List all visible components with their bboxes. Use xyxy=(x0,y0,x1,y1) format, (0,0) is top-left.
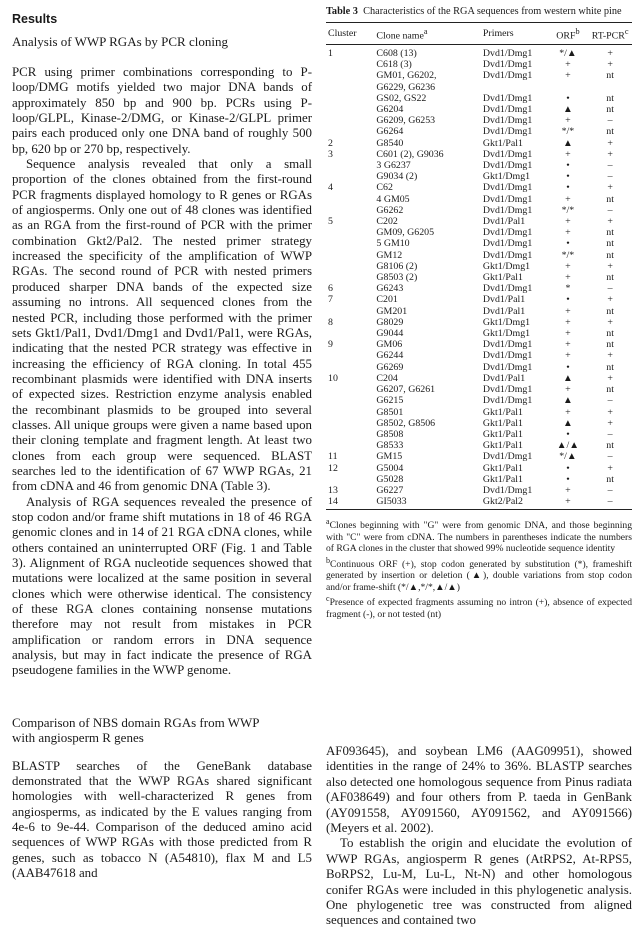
header-orf-text: ORF xyxy=(556,29,576,41)
cell-orf xyxy=(548,82,589,93)
table-row xyxy=(326,205,632,216)
cell-cluster: 5 xyxy=(328,216,333,228)
header-primers: Primers xyxy=(481,22,548,45)
cell-clone-name: G6227 xyxy=(376,484,404,496)
footnote-c-text: Presence of expected fragments assuming no intron (+), absence of expected fragment (-), or not tested (nt) xyxy=(326,597,632,620)
cell-clone-name: GM06 xyxy=(376,339,403,351)
cell-orf: + xyxy=(565,305,571,317)
cell-primers: Gkt1/Pal1 xyxy=(482,428,523,440)
cell-orf: + xyxy=(565,328,571,340)
cell-clone-name: GM01, G6202, xyxy=(376,70,437,82)
table-row xyxy=(326,115,632,126)
cell-cluster: 9 xyxy=(328,339,333,351)
cell-clone-name: GM09, G6205 xyxy=(376,227,435,239)
cell-primers: Dvd1/Dmg1 xyxy=(482,59,533,71)
cell-primers: Dvd1/Dmg1 xyxy=(482,339,533,351)
footnote-a-text: Clones beginning with "G" were from genomic DNA, and those beginning with "C" were from cDNA. The numbers in parentheses indicate the numbers of RGA clones in the cluster that showed 99% nucleotide sequence identity xyxy=(326,520,632,555)
table-row xyxy=(326,474,632,485)
cell-rt-pcr: – xyxy=(607,160,613,172)
cell-cluster xyxy=(326,429,374,440)
paragraph-pcr-bands: PCR using primer combinations corresponding to P-loop/DMG motifs yielded two major DNA bands of approximately 850 bp and 900 bp. PCRs using P-loop/GLPL, Kinase-2/DMG, or Kinase-2/GLPL primer pairs each produced only one DNA band of roughly 500 bp, 620 bp or 270 bp, respectively. xyxy=(12,65,312,156)
table-row xyxy=(326,261,632,272)
cell-orf: + xyxy=(565,272,571,284)
cell-cluster xyxy=(326,407,374,418)
cell-rt-pcr: – xyxy=(607,395,613,407)
cell-cluster xyxy=(326,261,374,272)
paragraph-rga-mutations: Analysis of RGA sequences revealed the presence of stop codon and/or frame shift mutations in 18 of 46 RGA genomic clones and in 14 of 21 RGA cDNA clones, while others contained an uninterrupted ORF (Fig. 1 and Table 3). Alignment of RGA nucleotide sequences showed that mutations were localized at the same position in several clones which were otherwise identical. The consistency of these RGA clones containing nonsense mutations therefore may not result from mistakes in PCR amplification or random errors in DNA sequence analysis, but may in fact indicate the presence of RGA pseudogene families in the WWP genome. xyxy=(12,494,312,678)
table-row xyxy=(326,194,632,205)
cell-rt-pcr: nt xyxy=(606,126,614,138)
cell-rt-pcr: + xyxy=(607,462,613,474)
cell-rt-pcr: + xyxy=(607,260,613,272)
table-row xyxy=(326,328,632,339)
cell-clone-name: G8502, G8506 xyxy=(376,417,436,429)
cell-primers: Gkt1/Pal1 xyxy=(482,440,523,452)
cell-cluster xyxy=(326,70,374,81)
cell-primers: Dvd1/Dmg1 xyxy=(482,350,533,362)
cell-cluster xyxy=(326,59,374,70)
cell-clone-name: G8508 xyxy=(376,428,404,440)
cell-primers: Dvd1/Dmg1 xyxy=(482,395,533,407)
cell-rt-pcr: – xyxy=(607,171,613,183)
cell-cluster xyxy=(326,474,374,485)
cell-primers: Dvd1/Dmg1 xyxy=(482,193,533,205)
table-row xyxy=(326,138,632,149)
cell-primers: Dvd1/Dmg1 xyxy=(482,451,533,463)
table-row xyxy=(326,463,632,474)
cell-rt-pcr: nt xyxy=(606,193,614,205)
header-rt-pcr-sup: c xyxy=(624,26,629,36)
table-row xyxy=(326,418,632,429)
cell-rt-pcr: nt xyxy=(606,70,614,82)
cell-orf: • xyxy=(566,92,570,104)
cell-clone-name: G8106 (2) xyxy=(376,260,418,272)
cell-rt-pcr: – xyxy=(607,204,613,216)
cell-clone-name: C618 (3) xyxy=(376,59,412,71)
table-row xyxy=(326,70,632,81)
cell-orf: + xyxy=(565,115,571,127)
cell-clone-name: G5028 xyxy=(376,473,404,485)
cell-primers: Gkt1/Pal1 xyxy=(482,406,523,418)
cell-clone-name: G6264 xyxy=(376,126,404,138)
cell-orf: */* xyxy=(561,204,575,216)
table-row xyxy=(326,395,632,406)
cell-primers: Gkt1/Dmg1 xyxy=(482,328,531,340)
cell-cluster: 14 xyxy=(326,496,374,510)
header-clone-name-text: Clone name xyxy=(376,29,424,41)
cell-primers: Dvd1/Dmg1 xyxy=(482,361,533,373)
header-orf xyxy=(548,22,589,45)
cell-clone-name: 5 GM10 xyxy=(376,238,410,250)
section-heading-nbs-comparison-line2: with angiosperm R genes xyxy=(12,729,144,745)
cell-orf: ▲ xyxy=(563,372,573,384)
cell-rt-pcr: + xyxy=(607,316,613,328)
cell-rt-pcr: – xyxy=(607,451,613,463)
cell-orf: + xyxy=(565,316,571,328)
cell-orf: • xyxy=(566,160,570,172)
cell-primers: Dvd1/Pal1 xyxy=(482,372,526,384)
results-heading: Results xyxy=(12,12,58,26)
cell-rt-pcr: + xyxy=(607,406,613,418)
cell-primers: Dvd1/Dmg1 xyxy=(482,227,533,239)
cell-cluster xyxy=(326,126,374,137)
cell-cluster: 1 xyxy=(328,48,333,59)
cell-orf: • xyxy=(566,294,570,306)
paragraph-identities: AF093645), and soybean LM6 (AAG09951), showed identities in the range of 24% to 36%. BLASTP searches also detected one homologous sequence from Pinus radiata (AF038649) and four others from P. taeda in GenBank (AY091558, AY091560, AY091562, and AY091566) (Meyers et al. 2002). xyxy=(326,744,632,836)
cell-clone-name: G6269 xyxy=(376,361,404,373)
cell-rt-pcr: nt xyxy=(606,328,614,340)
cell-rt-pcr: nt xyxy=(606,272,614,284)
table-row xyxy=(326,93,632,104)
cell-orf: + xyxy=(565,227,571,239)
table-row xyxy=(326,283,632,294)
cell-orf: • xyxy=(566,428,570,440)
table-row xyxy=(326,250,632,261)
cell-primers: Dvd1/Dmg1 xyxy=(482,48,533,59)
cell-clone-name: GS02, GS22 xyxy=(376,92,427,104)
table-footnotes xyxy=(326,516,632,620)
cell-orf: • xyxy=(566,473,570,485)
cell-cluster: 12 xyxy=(328,462,338,474)
right-body-text xyxy=(326,744,632,929)
header-rt-pcr-text: RT-PCR xyxy=(591,29,625,41)
cell-primers: Dvd1/Pal1 xyxy=(482,305,526,317)
table-row xyxy=(326,485,632,496)
cell-orf: + xyxy=(565,70,571,82)
cell-rt-pcr: – xyxy=(607,484,613,496)
cell-cluster: 4 xyxy=(328,182,333,194)
cell-clone-name: G6229, G6236 xyxy=(376,81,436,93)
cell-clone-name: GM15 xyxy=(376,451,403,463)
footnote-a: $^a$Clones beginning with "G" were from genomic DNA, and those beginning with "C" were from cDNA. The numbers in parentheses indicate the numbers of RGA clones in the cluster that showed 99% nucleotide sequence identity xyxy=(326,517,632,555)
cell-primers: Dvd1/Dmg1 xyxy=(482,92,533,104)
header-rt-pcr xyxy=(588,22,632,45)
cell-clone-name: G9044 xyxy=(376,328,404,340)
cell-rt-pcr: + xyxy=(607,417,613,429)
cell-primers: Dvd1/Dmg1 xyxy=(482,204,533,216)
cell-rt-pcr: + xyxy=(607,182,613,194)
cell-cluster xyxy=(326,440,374,451)
cell-orf: + xyxy=(565,148,571,160)
cell-primers: Gkt1/Pal1 xyxy=(482,417,523,429)
cell-orf: • xyxy=(566,361,570,373)
cell-clone-name: G6244 xyxy=(376,350,404,362)
cell-rt-pcr: nt xyxy=(606,440,614,452)
table-body xyxy=(326,45,632,510)
table-row xyxy=(326,362,632,373)
cell-primers: Dvd1/Dmg1 xyxy=(482,160,533,172)
cell-cluster xyxy=(326,395,374,406)
table-row xyxy=(326,216,632,227)
cell-cluster: 8 xyxy=(328,316,333,328)
table-row xyxy=(326,407,632,418)
cell-rt-pcr: + xyxy=(607,294,613,306)
paragraph-phylogenetic: To establish the origin and elucidate the evolution of WWP RGAs, angiosperm R genes (AtRPS2, At-RPS5, BoRPS2, Lu-M, Lu-L, Nt-N) and other homologous conifer RGAs were included in this phylogenetic analysis. One phylogenetic tree was constructed from aligned sequences and contained two xyxy=(326,836,632,928)
table-row xyxy=(326,272,632,283)
cell-rt-pcr: nt xyxy=(606,305,614,317)
cell-cluster xyxy=(326,328,374,339)
paragraph-sequence-analysis: Sequence analysis revealed that only a small proportion of the clones obtained from the first-round PCR fragments displayed homology to R genes or RGAs of angiosperms. Only one out of 48 clones was identified as an RGA from the first-round of PCR with the primer combination Gkt2/Pal2. The nested primer strategy increased the specificity of the amplification of WWP RGAs. The second round of PCR with nested primers produced sharper DNA bands of the expected size assuming no introns. All sequenced clones from the nested PCR, including those performed with the primer sets Gkt1/Pal1, Dvd1/Dmg1 and Dvd1/Pal1, were RGAs, indicating that the nested PCR strategy was effective in increasing the efficiency of RGA cloning. In total 455 recombinant plasmids were identified with DNA inserts of expected sizes. Restriction enzyme analysis enabled the recombinant plasmids to be grouped into several classes. All unique groups were given a name based upon their cloning template and fragment length. At least two clones from each group were sequenced. BLAST searches led to the identification of 67 WWP RGAs, 21 from cDNA and 46 from genomic DNA (Table 3). xyxy=(12,157,312,494)
cell-cluster: 7 xyxy=(328,294,333,306)
cell-primers: Dvd1/Dmg1 xyxy=(482,104,533,116)
header-clone-name xyxy=(374,22,481,45)
cell-clone-name: C204 xyxy=(376,372,398,384)
cell-cluster xyxy=(326,227,374,238)
cell-clone-name: GM201 xyxy=(376,305,408,317)
table-row xyxy=(326,384,632,395)
cell-orf: ▲ xyxy=(563,417,573,429)
cell-orf: ▲ xyxy=(563,137,573,149)
cell-primers: Dvd1/Dmg1 xyxy=(482,148,533,160)
table-caption xyxy=(326,6,632,19)
cell-cluster xyxy=(326,306,374,317)
cell-primers xyxy=(481,82,548,93)
cell-orf: */▲ xyxy=(559,451,577,463)
table-row xyxy=(326,104,632,115)
cell-cluster xyxy=(326,171,374,182)
cell-cluster xyxy=(326,82,374,93)
left-column xyxy=(12,8,312,882)
cell-cluster xyxy=(326,205,374,216)
table-row xyxy=(326,339,632,350)
cell-orf: + xyxy=(565,193,571,205)
cell-orf: */* xyxy=(561,126,575,138)
cell-rt-pcr xyxy=(588,82,632,93)
cell-rt-pcr: nt xyxy=(606,92,614,104)
cell-clone-name: G8533 xyxy=(376,440,404,452)
cell-cluster: 2 xyxy=(328,137,333,149)
cell-cluster xyxy=(326,362,374,373)
cell-primers: Dvd1/Pal1 xyxy=(482,216,526,228)
cell-clone-name: C202 xyxy=(376,216,398,228)
cell-cluster xyxy=(326,384,374,395)
cell-cluster xyxy=(326,104,374,115)
cell-rt-pcr: + xyxy=(607,372,613,384)
cell-primers: Dvd1/Dmg1 xyxy=(482,126,533,138)
cell-cluster xyxy=(326,115,374,126)
cell-rt-pcr: – xyxy=(607,115,613,127)
cell-cluster xyxy=(326,250,374,261)
cell-orf: + xyxy=(565,484,571,496)
cell-orf: • xyxy=(566,238,570,250)
cell-orf: • xyxy=(566,462,570,474)
cell-primers: Dvd1/Dmg1 xyxy=(482,238,533,250)
cell-rt-pcr: nt xyxy=(606,384,614,396)
cell-orf: ▲ xyxy=(563,104,573,116)
cell-cluster xyxy=(326,93,374,104)
cell-orf: */▲ xyxy=(559,48,577,59)
table-row xyxy=(326,160,632,171)
cell-orf: + xyxy=(565,350,571,362)
cell-clone-name: 4 GM05 xyxy=(376,193,410,205)
cell-clone-name: 3 G6237 xyxy=(376,160,411,172)
cell-primers: Dvd1/Dmg1 xyxy=(482,182,533,194)
cell-cluster xyxy=(326,194,374,205)
cell-cluster: 6 xyxy=(328,283,333,295)
cell-rt-pcr: – xyxy=(607,428,613,440)
cell-cluster xyxy=(326,160,374,171)
header-orf-sup: b xyxy=(575,26,580,36)
cell-primers: Gkt1/Pal1 xyxy=(482,137,523,149)
cell-clone-name: G6209, G6253 xyxy=(376,115,436,127)
cell-orf: + xyxy=(565,384,571,396)
table-row xyxy=(326,126,632,137)
section-heading-nbs-comparison-line1: Comparison of NBS domain RGAs from WWP xyxy=(12,714,260,730)
cell-rt-pcr: + xyxy=(607,148,613,160)
table-row xyxy=(326,294,632,305)
table-row xyxy=(326,45,632,60)
cell-orf: + xyxy=(565,260,571,272)
cell-primers: Dvd1/Pal1 xyxy=(482,294,526,306)
cell-cluster xyxy=(326,238,374,249)
cell-cluster: 11 xyxy=(328,451,338,463)
cell-primers: Gkt1/Pal1 xyxy=(482,473,523,485)
table-row xyxy=(326,373,632,384)
cell-orf: + xyxy=(565,59,571,71)
cell-clone-name: G9034 (2) xyxy=(376,171,418,183)
cell-clone-name: C201 xyxy=(376,294,398,306)
table-row xyxy=(326,317,632,328)
table-row xyxy=(326,82,632,93)
cell-primers: Gkt1/Dmg1 xyxy=(482,171,531,183)
table-row xyxy=(326,451,632,462)
cell-primers: Dvd1/Dmg1 xyxy=(482,283,533,295)
cell-primers: Gkt1/Dmg1 xyxy=(482,260,531,272)
table-header-row xyxy=(326,22,632,45)
cell-rt-pcr: + xyxy=(607,59,613,71)
cell-orf: ▲/▲ xyxy=(556,440,580,452)
cell-orf: ▲ xyxy=(563,395,573,407)
cell-rt-pcr: nt xyxy=(606,227,614,239)
cell-primers: Gkt1/Pal1 xyxy=(482,462,523,474)
cell-cluster xyxy=(326,418,374,429)
cell-cluster: 3 xyxy=(328,148,333,160)
cell-cluster: 10 xyxy=(328,372,338,384)
table-row xyxy=(326,429,632,440)
footnote-b: $^b$Continuous ORF (+), stop codon generated by substitution (*), frameshift generated by insertion or deletion (▲), double variations from stop codon and/or frame-shift (*/▲,*/*,▲/▲) xyxy=(326,555,632,593)
cell-orf: + xyxy=(565,339,571,351)
cell-orf: + xyxy=(565,216,571,228)
cell-clone-name: G6207, G6261 xyxy=(376,384,436,396)
section-heading-pcr-cloning: Analysis of WWP RGAs by PCR cloning xyxy=(12,34,228,49)
table-row xyxy=(326,496,632,510)
cell-rt-pcr: nt xyxy=(606,361,614,373)
cell-clone-name: G8029 xyxy=(376,316,404,328)
cell-orf: • xyxy=(566,182,570,194)
cell-rt-pcr: nt xyxy=(606,249,614,261)
table-row xyxy=(326,227,632,238)
cell-orf: • xyxy=(566,171,570,183)
header-cluster: Cluster xyxy=(326,22,374,45)
cell-clone-name: G6243 xyxy=(376,283,404,295)
table-row xyxy=(326,238,632,249)
cell-clone-name: G8540 xyxy=(376,137,404,149)
table-row xyxy=(326,440,632,451)
footnote-c: $^c$Presence of expected fragments assuming no intron (+), absence of expected fragment (-), or not tested (nt) xyxy=(326,594,632,620)
cell-rt-pcr: nt xyxy=(606,104,614,116)
cell-clone-name: G8501 xyxy=(376,406,404,418)
cell-rt-pcr: + xyxy=(607,216,613,228)
cell-primers: Gkt1/Dmg1 xyxy=(482,316,531,328)
cell-orf: + xyxy=(548,496,589,510)
cell-rt-pcr: – xyxy=(607,283,613,295)
cell-rt-pcr: + xyxy=(607,48,613,59)
cell-orf: + xyxy=(565,406,571,418)
cell-clone-name: C62 xyxy=(376,182,393,194)
cell-primers: Dvd1/Dmg1 xyxy=(482,70,533,82)
cell-orf: */* xyxy=(561,249,575,261)
cell-rt-pcr: – xyxy=(588,496,632,510)
table-row xyxy=(326,182,632,193)
cell-rt-pcr: + xyxy=(607,137,613,149)
cell-primers: Dvd1/Dmg1 xyxy=(482,249,533,261)
table-row xyxy=(326,171,632,182)
cell-clone-name: GI5033 xyxy=(374,496,481,510)
header-clone-sup: a xyxy=(423,26,428,36)
cell-rt-pcr: + xyxy=(607,350,613,362)
right-column xyxy=(326,6,632,620)
cell-rt-pcr: nt xyxy=(606,238,614,250)
cell-primers: Dvd1/Dmg1 xyxy=(482,115,533,127)
cell-primers: Dvd1/Dmg1 xyxy=(482,484,533,496)
paragraph-blastp-searches: BLASTP searches of the GeneBank database demonstrated that the WWP RGAs shared significant homologies with well-characterized R genes from angiosperms, as indicated by the E values ranging from 4e-6 to 9e-44. Comparison of the deduced amino acid sequences of WWP RGAs with those predicted from R genes, such as tobacco N (A54810), flax M and L5 (AAB47618 and xyxy=(12,758,312,881)
cell-clone-name: G6262 xyxy=(376,204,404,216)
rga-characteristics-table xyxy=(326,22,632,511)
cell-cluster: 13 xyxy=(328,484,338,496)
table-row xyxy=(326,59,632,70)
table-row xyxy=(326,350,632,361)
table-row xyxy=(326,306,632,317)
table-caption-label: Table 3 xyxy=(326,6,358,17)
cell-cluster xyxy=(326,350,374,361)
cell-cluster xyxy=(326,272,374,283)
table-caption-text: Characteristics of the RGA sequences from western white pine xyxy=(363,6,622,17)
cell-clone-name: G6215 xyxy=(376,395,404,407)
cell-rt-pcr: nt xyxy=(606,473,614,485)
cell-primers: Gkt1/Pal1 xyxy=(482,272,523,284)
cell-orf: * xyxy=(565,283,571,295)
cell-clone-name: G8503 (2) xyxy=(376,272,418,284)
cell-clone-name: C608 (13) xyxy=(376,48,417,59)
cell-primers: Dvd1/Dmg1 xyxy=(482,384,533,396)
cell-clone-name: G5004 xyxy=(376,462,404,474)
table-row xyxy=(326,149,632,160)
cell-primers: Gkt2/Pal2 xyxy=(481,496,548,510)
cell-clone-name: G6204 xyxy=(376,104,404,116)
footnote-b-text: Continuous ORF (+), stop codon generated by substitution (*), frameshift generated by insertion or deletion (▲), double variations from stop codon and/or frame-shift (*/▲,*/*,▲/▲) xyxy=(326,558,632,593)
cell-clone-name: GM12 xyxy=(376,249,403,261)
cell-rt-pcr: nt xyxy=(606,339,614,351)
cell-clone-name: C601 (2), G9036 xyxy=(376,148,444,160)
